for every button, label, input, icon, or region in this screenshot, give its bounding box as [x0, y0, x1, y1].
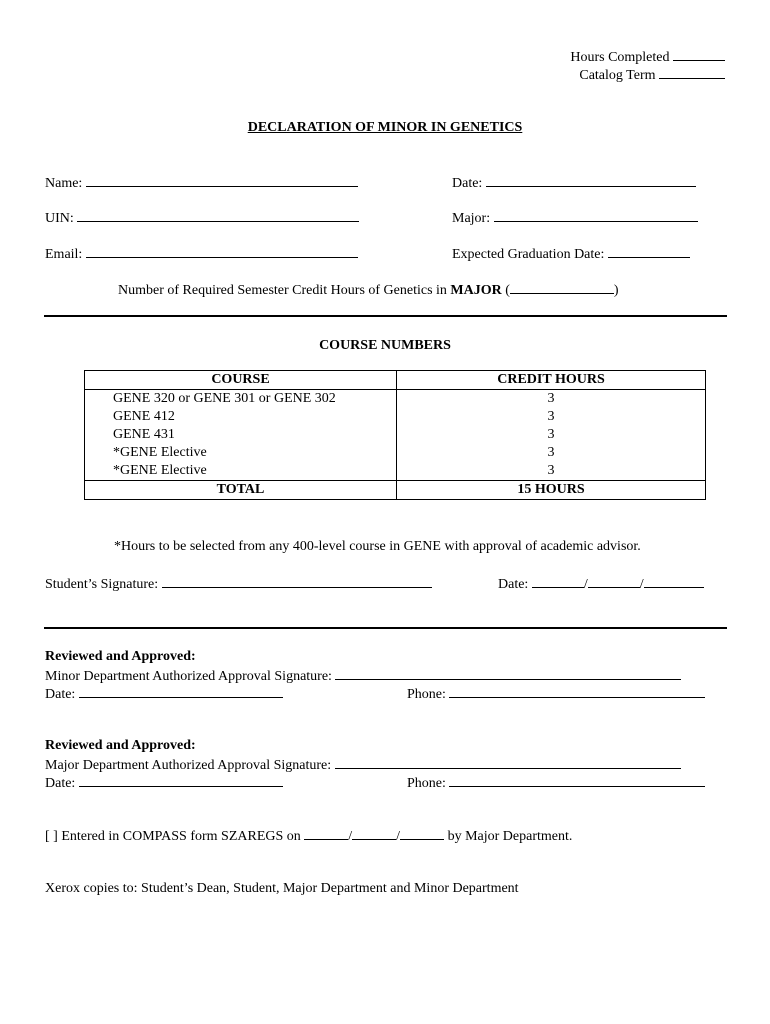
hours-completed-label: Hours Completed: [570, 50, 670, 65]
student-date-line: [498, 575, 704, 593]
major-field[interactable]: [494, 209, 698, 222]
date-line: [452, 174, 696, 192]
major-phone-field[interactable]: [449, 774, 705, 787]
expected-graduation-line: [452, 245, 690, 263]
minor-date-field[interactable]: [79, 685, 283, 698]
course-cell: GENE 431: [85, 426, 397, 444]
footnote: *Hours to be selected from any 400-level course in GENE with approval of academic advisor.: [114, 539, 641, 554]
major-date-line: [45, 774, 283, 792]
minor-approval-heading: Reviewed and Approved:: [45, 649, 196, 664]
name-field[interactable]: [86, 174, 358, 187]
column-header-course: COURSE: [85, 371, 397, 390]
major-date-field[interactable]: [79, 774, 283, 787]
major-signature-label: Major Department Authorized Approval Signature:: [45, 758, 332, 773]
email-line: [45, 245, 358, 263]
major-date-label: Date:: [45, 776, 76, 791]
required-hours-line: [118, 281, 619, 299]
student-signature-line: [45, 575, 432, 593]
table-row: [85, 390, 706, 409]
date-slash: /: [639, 577, 644, 592]
student-date-month-field[interactable]: [532, 575, 584, 588]
divider-2: [44, 627, 727, 629]
uin-label: UIN:: [45, 211, 74, 226]
student-date-year-field[interactable]: [644, 575, 704, 588]
student-date-label: Date:: [498, 577, 529, 592]
compass-year-field[interactable]: [400, 827, 444, 840]
minor-date-line: [45, 685, 283, 703]
student-date-day-field[interactable]: [588, 575, 640, 588]
hours-cell: 3: [547, 427, 555, 442]
hours-cell: 3: [547, 445, 555, 460]
minor-date-label: Date:: [45, 687, 76, 702]
compass-suffix: by Major Department.: [447, 829, 573, 844]
hours-cell: 3: [547, 409, 555, 424]
catalog-term-field[interactable]: [659, 66, 725, 79]
email-label: Email:: [45, 247, 83, 262]
course-cell: GENE 320 or GENE 301 or GENE 302: [85, 390, 397, 409]
minor-signature-label: Minor Department Authorized Approval Signature:: [45, 669, 332, 684]
minor-phone-label: Phone:: [407, 687, 446, 702]
course-numbers-heading: COURSE NUMBERS: [319, 338, 451, 353]
major-label: Major:: [452, 211, 491, 226]
page-title: DECLARATION OF MINOR IN GENETICS: [247, 120, 523, 135]
major-phone-label: Phone:: [407, 776, 446, 791]
required-hours-open-paren: (: [505, 283, 510, 298]
catalog-term-label: Catalog Term: [579, 68, 656, 83]
major-signature-line: [45, 756, 681, 774]
required-hours-field[interactable]: [510, 281, 614, 294]
course-table: [84, 370, 706, 500]
table-row: [85, 408, 706, 426]
name-label: Name:: [45, 176, 83, 191]
divider-1: [44, 315, 727, 317]
compass-slash: /: [348, 829, 353, 844]
compass-month-field[interactable]: [304, 827, 348, 840]
major-signature-field[interactable]: [335, 756, 681, 769]
name-line: [45, 174, 358, 192]
column-header-credit-hours: CREDIT HOURS: [397, 371, 706, 390]
date-field[interactable]: [486, 174, 696, 187]
minor-phone-line: [407, 685, 705, 703]
date-slash: /: [583, 577, 588, 592]
required-hours-close-paren: ): [613, 283, 619, 298]
required-hours-major: MAJOR: [450, 283, 502, 298]
compass-day-field[interactable]: [352, 827, 396, 840]
major-approval-heading: Reviewed and Approved:: [45, 738, 196, 753]
total-value: 15 HOURS: [397, 481, 706, 500]
table-row: [85, 462, 706, 481]
table-header-row: [85, 371, 706, 390]
hours-cell: 3: [547, 463, 555, 478]
minor-phone-field[interactable]: [449, 685, 705, 698]
major-phone-line: [407, 774, 705, 792]
uin-field[interactable]: [77, 209, 359, 222]
course-cell: *GENE Elective: [85, 444, 397, 462]
minor-signature-field[interactable]: [335, 667, 681, 680]
student-signature-label: Student’s Signature:: [45, 577, 159, 592]
compass-text: Entered in COMPASS form SZAREGS on: [61, 829, 301, 844]
date-label: Date:: [452, 176, 483, 191]
expected-graduation-label: Expected Graduation Date:: [452, 247, 605, 262]
major-line: [452, 209, 698, 227]
email-field[interactable]: [86, 245, 358, 258]
hours-completed-field[interactable]: [673, 48, 725, 61]
uin-line: [45, 209, 359, 227]
compass-checkbox[interactable]: [ ]: [45, 829, 58, 844]
table-row: [85, 426, 706, 444]
compass-slash: /: [396, 829, 401, 844]
table-row: [85, 444, 706, 462]
hours-cell: 3: [547, 391, 555, 406]
minor-signature-line: [45, 667, 681, 685]
course-cell: GENE 412: [85, 408, 397, 426]
total-label: TOTAL: [85, 481, 397, 500]
expected-graduation-field[interactable]: [608, 245, 690, 258]
hours-completed-line: [570, 48, 725, 66]
required-hours-text: Number of Required Semester Credit Hours of Genetics in: [118, 283, 447, 298]
course-cell: *GENE Elective: [85, 462, 397, 481]
student-signature-field[interactable]: [162, 575, 432, 588]
xerox-copies-note: Xerox copies to: Student’s Dean, Student, Major Department and Minor Department: [45, 881, 519, 896]
compass-line: [45, 827, 572, 845]
catalog-term-line: [579, 66, 725, 84]
table-total-row: [85, 481, 706, 500]
